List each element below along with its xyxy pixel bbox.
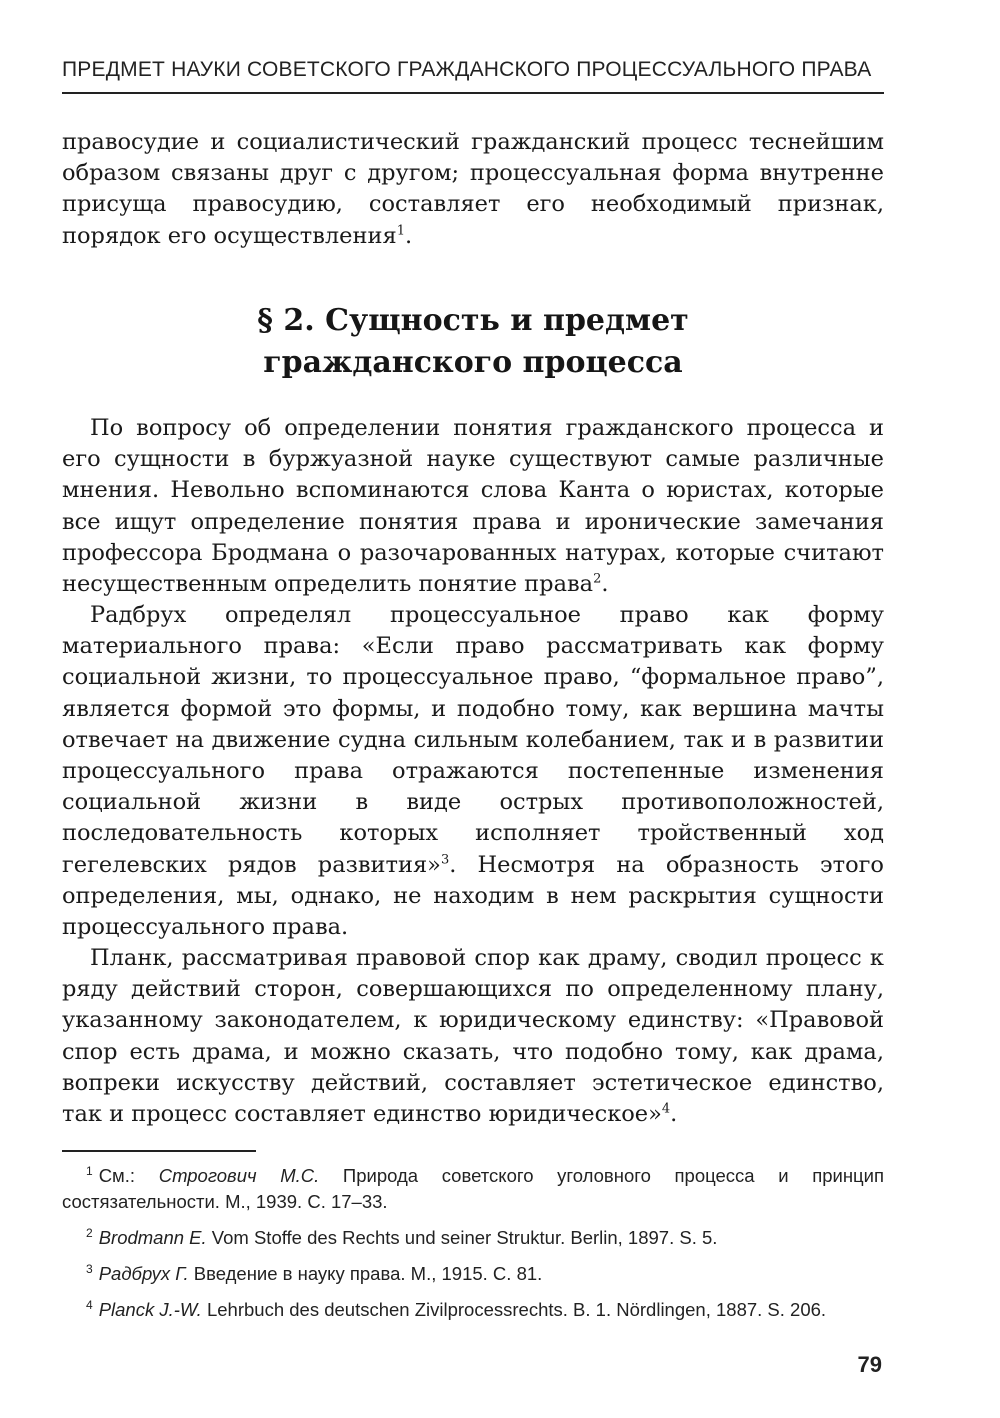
footnote-1 — [62, 1163, 884, 1215]
paragraph-3 — [62, 943, 884, 1130]
paragraph-text: правосудие и социалистический гражданский процесс теснейшим образом связаны друг с другом; процессуальная форма внутренне присуща правосудию, составляет его необходимый признак, порядок его осуществления — [62, 129, 884, 249]
footnotes — [62, 1163, 884, 1333]
paragraph-tail: . — [670, 1101, 678, 1128]
footnote-ref[interactable]: 1 — [396, 223, 405, 239]
page-number: 79 — [857, 1352, 882, 1377]
footnote-author: Строгович М.С. — [158, 1165, 320, 1186]
footnote-text: Введение в науку права. М., 1915. С. 81. — [188, 1263, 543, 1284]
header-rule — [62, 92, 884, 94]
paragraph-tail: . Несмотря на образность этого определения, мы, однако, не находим в нем раскрытия сущности процессуального права. — [62, 851, 884, 941]
footnote-rule — [62, 1150, 256, 1152]
section-title-line-1: § 2. Сущность и предмет — [257, 303, 689, 338]
footnote-prefix: См.: — [98, 1165, 159, 1186]
running-head: ПРЕДМЕТ НАУКИ СОВЕТСКОГО ГРАЖДАНСКОГО ПРОЦЕССУАЛЬНОГО ПРАВА — [62, 58, 872, 81]
footnote-ref[interactable]: 4 — [661, 1101, 671, 1117]
footnote-text: Природа советского уголовного процесса и принцип состязательности. М., 1939. С. 17–33. — [62, 1165, 884, 1212]
paragraph-tail: . — [601, 571, 609, 598]
footnote-author: Brodmann E. — [98, 1227, 207, 1248]
footnote-ref[interactable]: 3 — [440, 852, 450, 868]
paragraph-text: Радбрух определял процессуальное право как форму материального права: «Если право рассматривать как форму социальной жизни, то процессуальное право, “формальное право”, является формой это формы, и подобно тому, как вершина мачты отвечает на движение судна сильным колебанием, так и в развитии процессуального права отражаются постепенные изменения социальной жизни в виде острых противоположностей, последовательность которых исполняет тройственный ход гегелевских рядов развития» — [62, 602, 884, 878]
continued-paragraph — [62, 127, 884, 252]
footnote-number: 4 — [86, 1297, 93, 1312]
footnote-number: 2 — [86, 1225, 93, 1240]
section-title-line-2: гражданского процесса — [263, 345, 683, 380]
paragraph-1 — [62, 413, 884, 600]
footnote-2 — [62, 1225, 884, 1251]
footnote-number: 3 — [86, 1261, 93, 1276]
paragraph-2 — [62, 600, 884, 943]
footnote-author: Planck J.-W. — [98, 1299, 202, 1320]
paragraph-tail: . — [404, 222, 413, 249]
paragraph-text: Планк, рассматривая правовой спор как драму, сводил процесс к ряду действий сторон, совершающихся по определенному плану, указанному законодателем, к юридическому единству: «Правовой спор есть драма, и можно сказать, что подобно тому, как драма, вопреки искусству действий, составляет эстетическое единство, так и процесс составляет единство юридическое» — [62, 945, 884, 1128]
paragraph-text: По вопросу об определении понятия гражданского процесса и его сущности в буржуазной науке существуют самые различные мнения. Невольно вспоминаются слова Канта о юристах, которые все ищут определение понятия права и иронические замечания профессора Бродмана о разочарованных натурах, которые считают несущественным определить понятие права — [62, 415, 884, 598]
footnote-4 — [62, 1297, 884, 1323]
section-title — [62, 300, 884, 384]
footnote-text: Lehrbuch des deutschen Zivilprocessrechts. B. 1. Nördlingen, 1887. S. 206. — [201, 1299, 827, 1320]
footnote-author: Радбрух Г. — [98, 1263, 189, 1284]
footnote-3 — [62, 1261, 884, 1287]
footnote-text: Vom Stoffe des Rechts und seiner Struktur. Berlin, 1897. S. 5. — [206, 1227, 718, 1248]
footnote-number: 1 — [86, 1163, 93, 1178]
footnote-ref[interactable]: 2 — [593, 571, 602, 587]
